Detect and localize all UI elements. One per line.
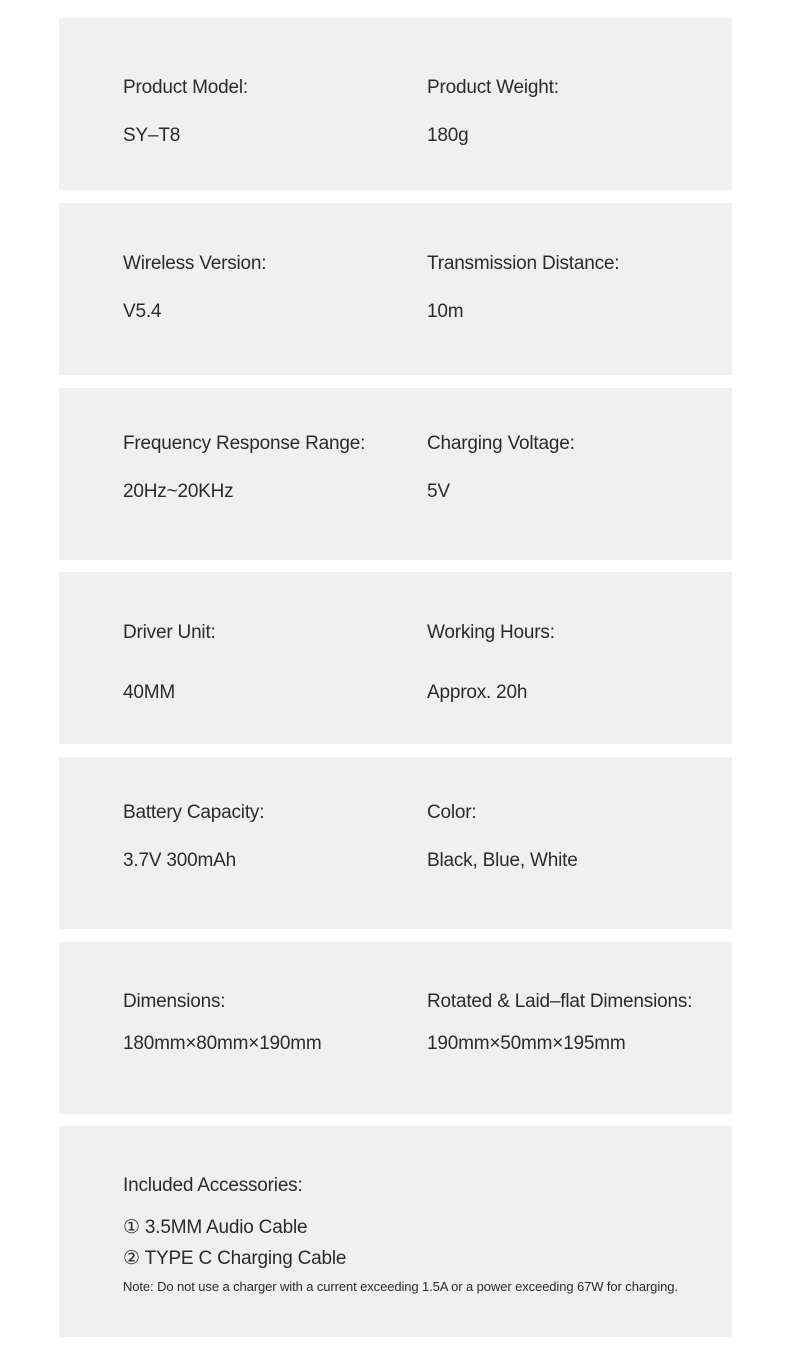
spec-card-driver <box>59 572 732 744</box>
spec-card-frequency <box>59 388 732 560</box>
spec-value: Black, Blue, White <box>427 850 578 871</box>
spec-value: 180mm×80mm×190mm <box>123 1033 322 1054</box>
spec-value: 180g <box>427 125 469 146</box>
spec-value: 40MM <box>123 682 175 703</box>
spec-label: Charging Voltage: <box>427 433 575 454</box>
spec-value: 10m <box>427 301 464 322</box>
spec-label: Working Hours: <box>427 622 555 643</box>
spec-value: Approx. 20h <box>427 682 528 703</box>
spec-label: Rotated & Laid–flat Dimensions: <box>427 991 693 1012</box>
spec-card-wireless <box>59 203 732 375</box>
spec-value: 190mm×50mm×195mm <box>427 1033 626 1054</box>
spec-label: Frequency Response Range: <box>123 433 366 454</box>
spec-card-product <box>59 18 732 190</box>
spec-value: 3.7V 300mAh <box>123 850 236 871</box>
spec-label: Battery Capacity: <box>123 802 265 823</box>
spec-label: Product Weight: <box>427 77 559 98</box>
accessory-item: ① 3.5MM Audio Cable <box>123 1217 308 1238</box>
spec-label: Dimensions: <box>123 991 226 1012</box>
accessories-label: Included Accessories: <box>123 1175 303 1196</box>
spec-value: 5V <box>427 481 450 502</box>
spec-label: Transmission Distance: <box>427 253 620 274</box>
spec-value: V5.4 <box>123 301 162 322</box>
accessory-item: ② TYPE C Charging Cable <box>123 1248 347 1269</box>
spec-card-battery <box>59 757 732 929</box>
spec-label: Color: <box>427 802 477 823</box>
spec-label: Driver Unit: <box>123 622 216 643</box>
spec-label: Product Model: <box>123 77 248 98</box>
spec-value: 20Hz~20KHz <box>123 481 234 502</box>
charging-note: Note: Do not use a charger with a current exceeding 1.5A or a power exceeding 67W for charging. <box>123 1279 678 1294</box>
spec-label: Wireless Version: <box>123 253 267 274</box>
spec-value: SY–T8 <box>123 125 181 146</box>
spec-card-dimensions <box>59 942 732 1114</box>
accessories-card <box>59 1126 732 1337</box>
